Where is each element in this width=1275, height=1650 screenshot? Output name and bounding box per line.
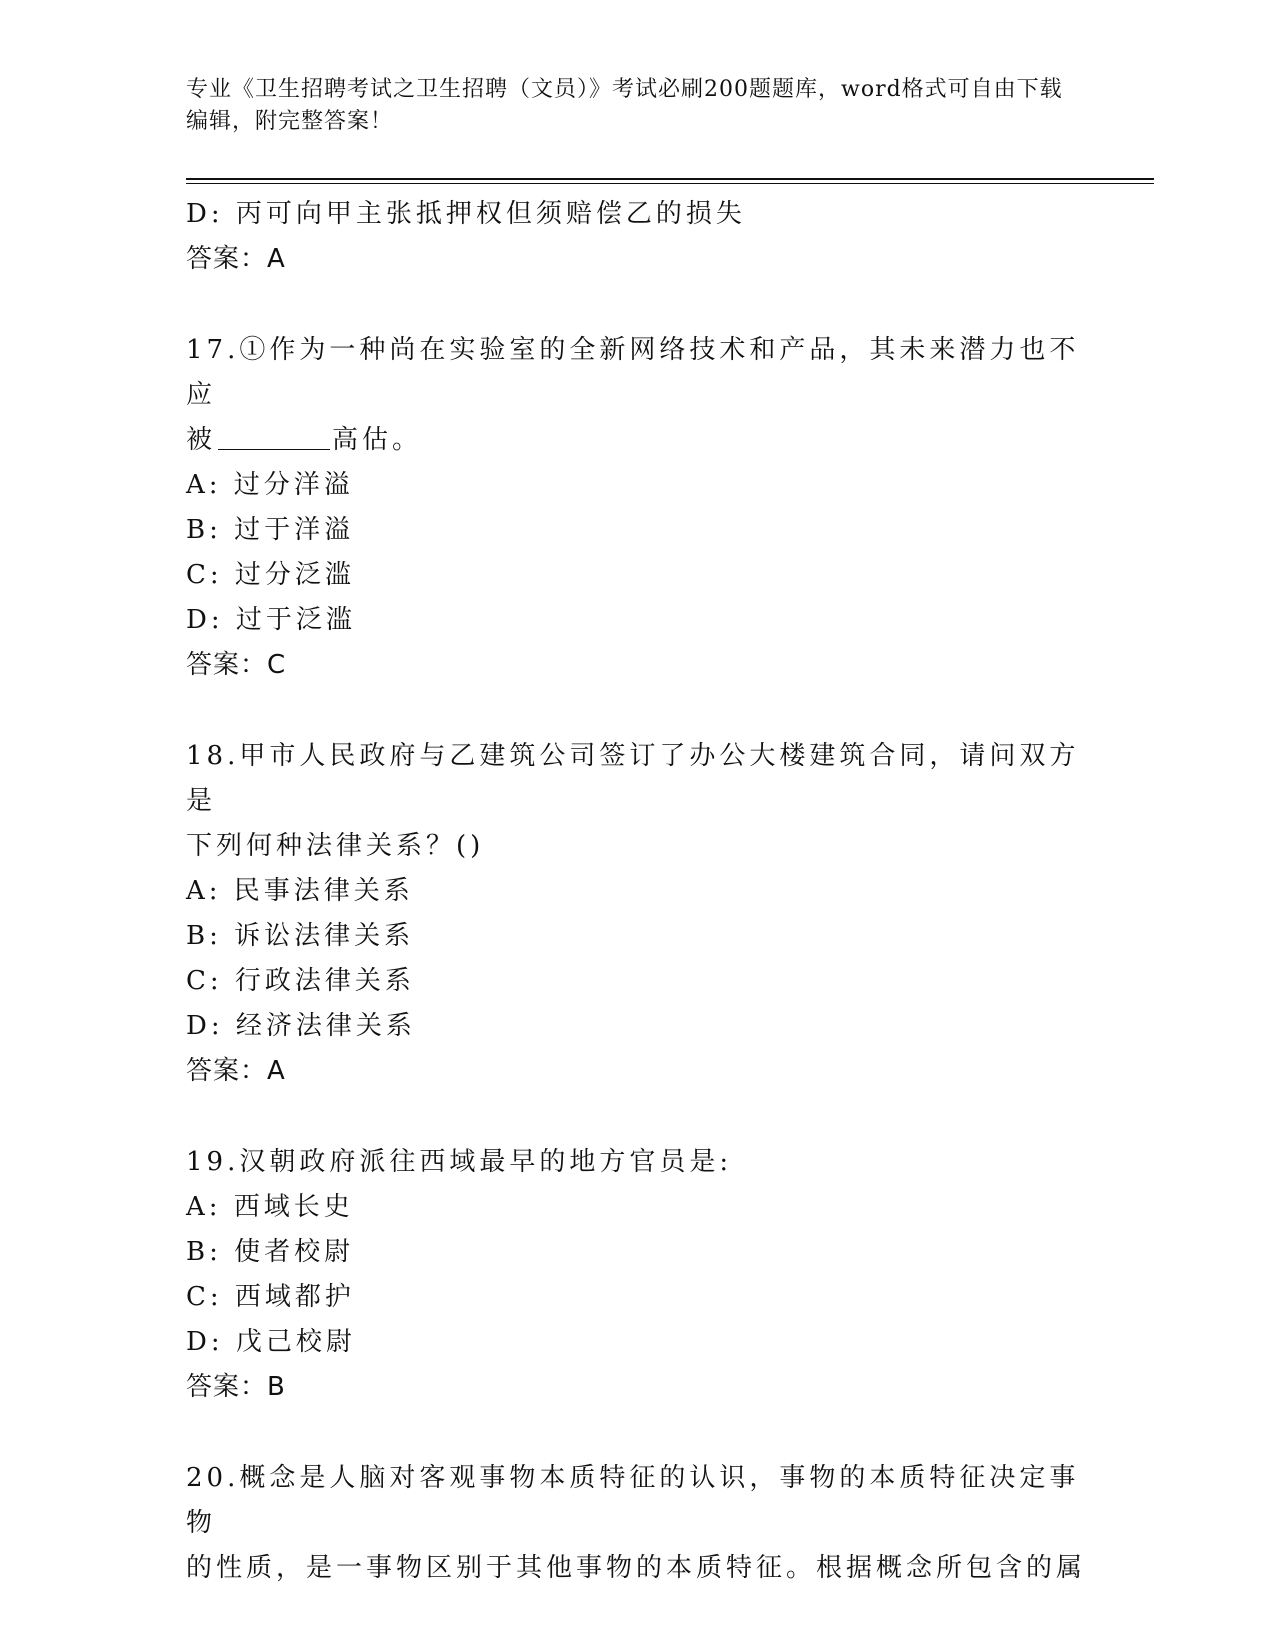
option-b: B: 过于洋溢	[186, 515, 355, 545]
document-header: 专业《卫生招聘考试之卫生招聘（文员）》考试必刷200题题库，word格式可自由下载编辑，附完整答案！	[186, 77, 1063, 134]
question-20	[186, 1456, 1086, 1591]
answer-line: 答案：A	[186, 1056, 286, 1086]
spacer	[186, 1094, 1086, 1140]
option-d: D: 过于泛滥	[186, 605, 356, 635]
option-c: C: 行政法律关系	[186, 966, 415, 996]
option-b: B: 使者校尉	[186, 1237, 355, 1267]
question-text-continued	[186, 418, 1086, 463]
option-d: D: 经济法律关系	[186, 1011, 416, 1041]
header-rule-thick	[186, 178, 1154, 180]
question-19	[186, 1140, 1086, 1410]
spacer	[186, 1410, 1086, 1456]
question-content	[186, 192, 1086, 1591]
answer-line: 答案：C	[186, 650, 287, 680]
answer-line: 答案：A	[186, 244, 286, 274]
spacer	[186, 282, 1086, 328]
answer-line: 答案：B	[186, 1372, 286, 1402]
question-text: 18.甲市人民政府与乙建筑公司签订了办公大楼建筑合同，请问双方是	[186, 741, 1080, 816]
question-text: 17.①作为一种尚在实验室的全新网络技术和产品，其未来潜力也不应	[186, 335, 1080, 410]
option-d: D: 丙可向甲主张抵押权但须赔偿乙的损失	[186, 199, 746, 229]
question-text-continued: 下列何种法律关系？()	[186, 831, 485, 861]
option-a: A: 过分洋溢	[186, 470, 354, 500]
header-rule-thin	[186, 183, 1154, 184]
option-b: B: 诉讼法律关系	[186, 921, 415, 951]
spacer	[186, 688, 1086, 734]
option-a: A: 西域长史	[186, 1192, 354, 1222]
question-18	[186, 734, 1086, 1094]
question-text-continued: 的性质，是一事物区别于其他事物的本质特征。根据概念所包含的属	[186, 1553, 1087, 1583]
question-text-pre: 被	[186, 425, 217, 455]
question-text: 20.概念是人脑对客观事物本质特征的认识，事物的本质特征决定事物	[186, 1463, 1080, 1538]
question-17	[186, 328, 1086, 688]
question-text: 19.汉朝政府派往西域最早的地方官员是:	[186, 1147, 733, 1177]
option-a: A: 民事法律关系	[186, 876, 414, 906]
option-d: D: 戊己校尉	[186, 1327, 356, 1357]
question-text-post: 高估。	[332, 425, 423, 455]
fill-blank	[218, 425, 330, 450]
option-c: C: 过分泛滥	[186, 560, 355, 590]
option-c: C: 西域都护	[186, 1282, 355, 1312]
